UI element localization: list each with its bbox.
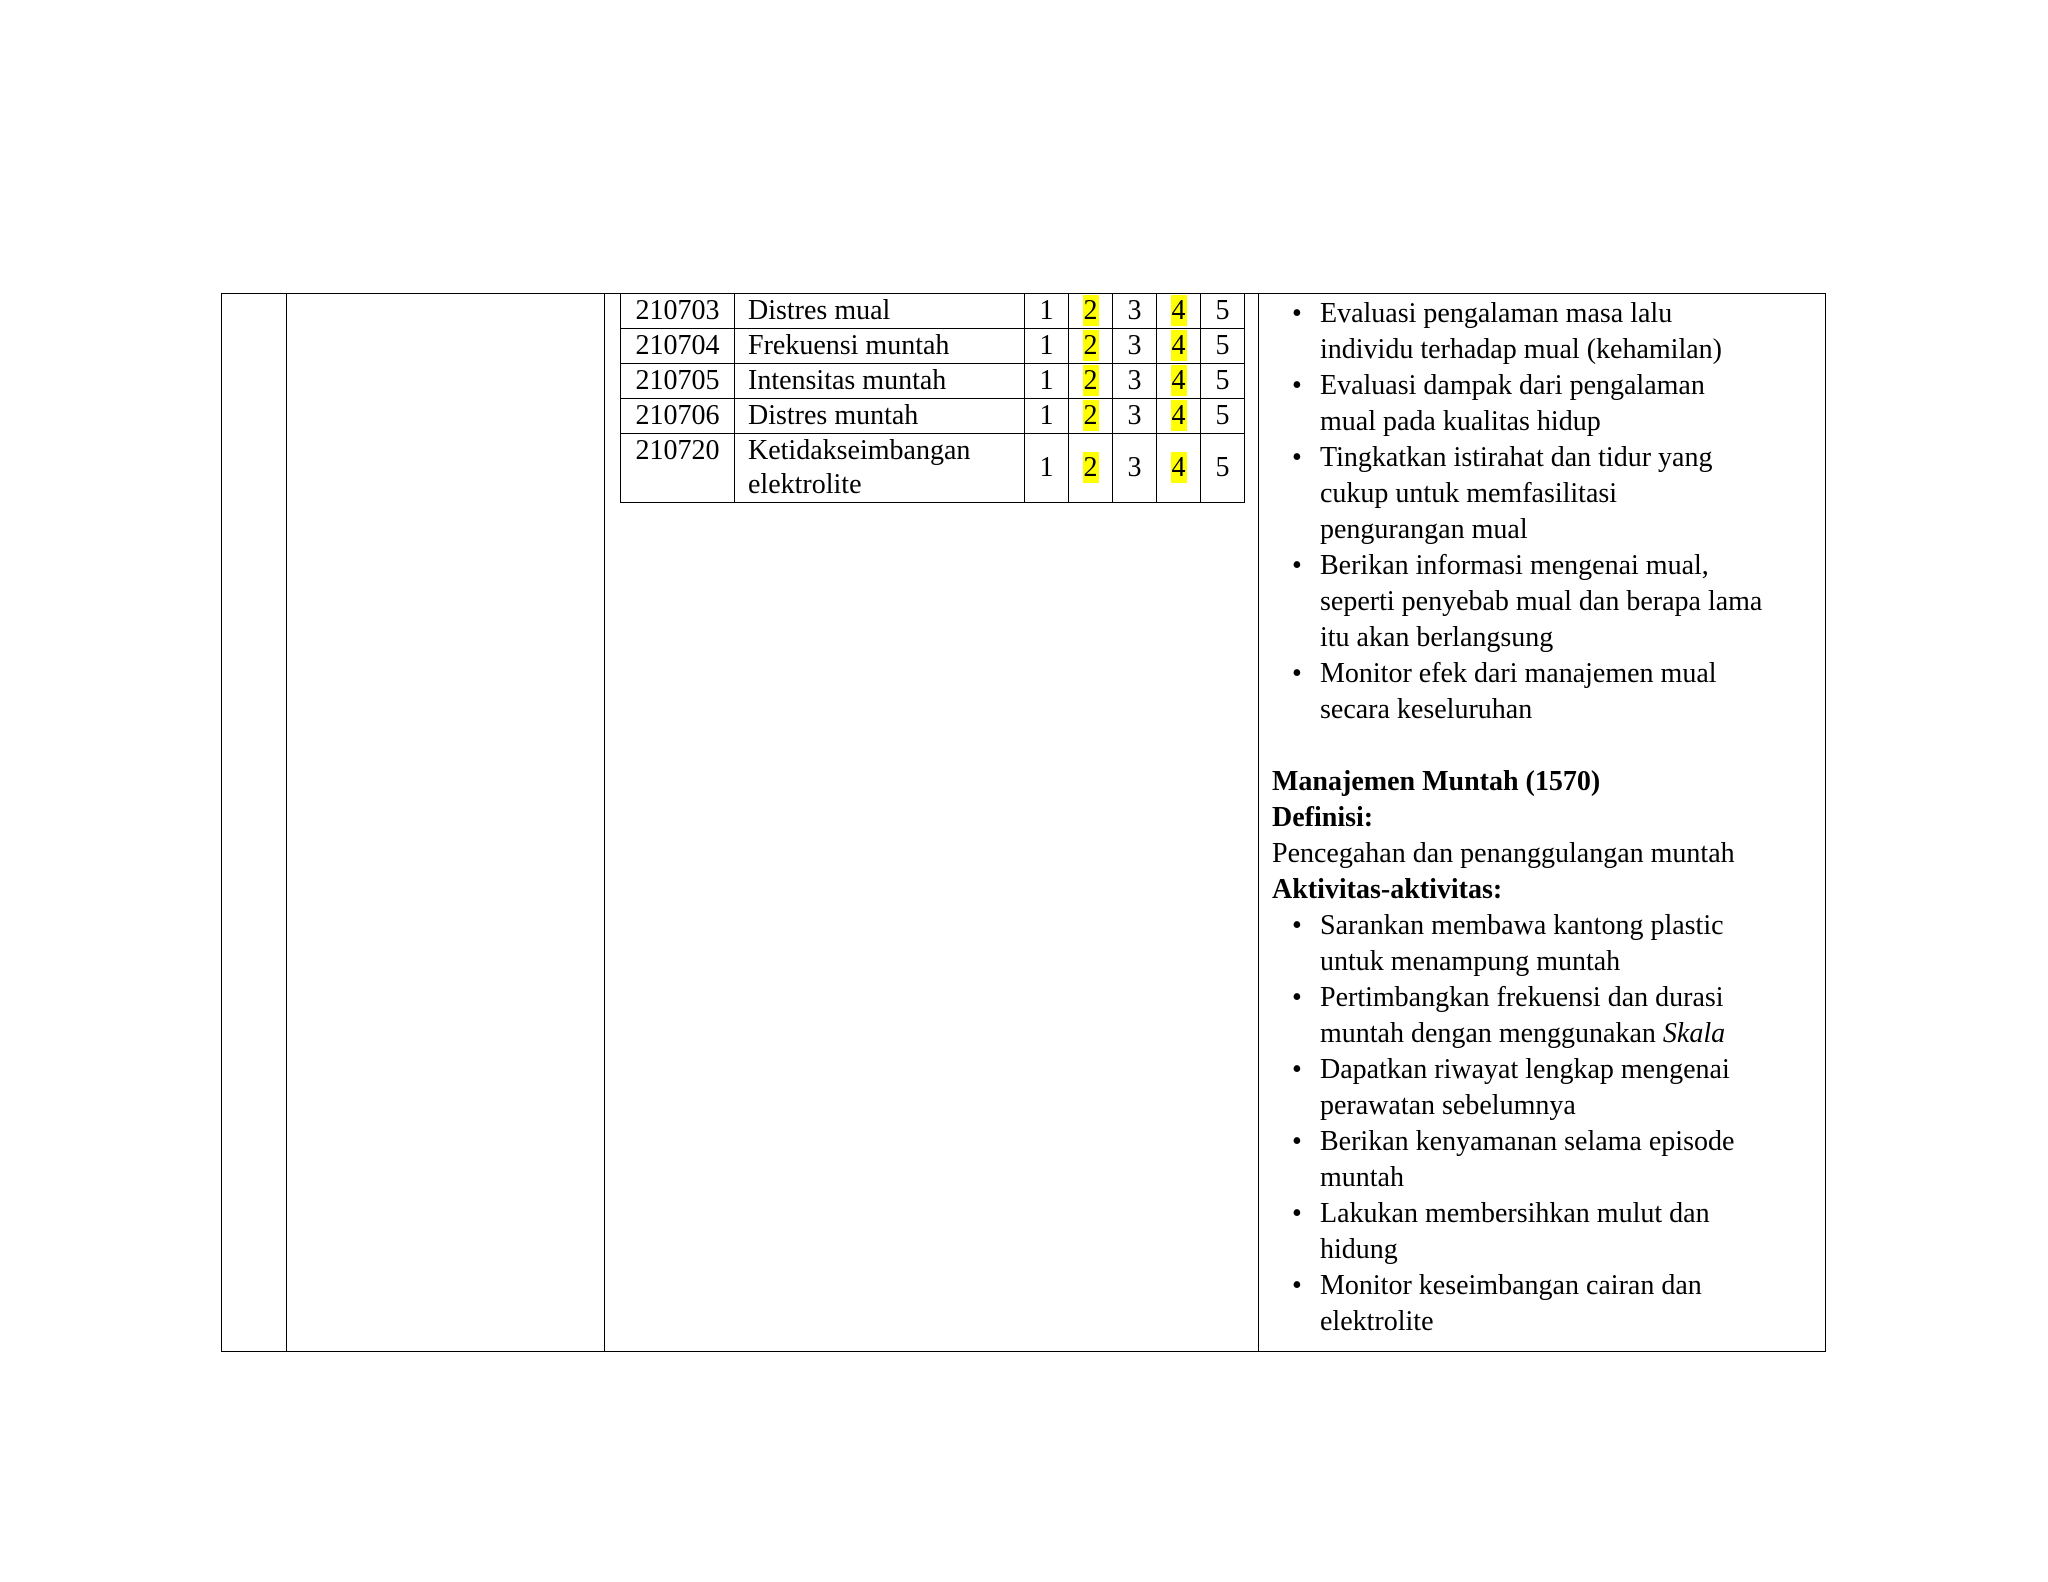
list-item: • Lakukan membersihkan mulut dan hidung (1292, 1198, 1710, 1265)
indicator-code: 210706 (621, 399, 735, 434)
scale-cell: 5 (1201, 364, 1245, 399)
activity-list (1272, 908, 1822, 1340)
scale-cell-highlighted: 2 (1069, 364, 1113, 399)
intervention-list (1272, 296, 1822, 728)
table-row (621, 434, 1245, 503)
bullet-icon: • (1292, 442, 1302, 473)
indicator-code: 210703 (621, 294, 735, 329)
list-item: • Evaluasi dampak dari pengalaman mual pada kualitas hidup (1292, 370, 1705, 437)
bullet-icon: • (1292, 1054, 1302, 1085)
indicator-label: Frekuensi muntah (735, 329, 1025, 364)
indicator-label: Distres mual (735, 294, 1025, 329)
scale-cell: 1 (1025, 329, 1069, 364)
column-divider-3 (1258, 293, 1259, 1352)
scale-cell: 5 (1201, 329, 1245, 364)
scale-cell-highlighted: 4 (1157, 364, 1201, 399)
scale-cell-highlighted: 2 (1069, 294, 1113, 329)
list-item: • Berikan kenyamanan selama episode muntah (1292, 1126, 1735, 1193)
scale-cell: 1 (1025, 364, 1069, 399)
activities-label: Aktivitas-aktivitas: (1272, 874, 1503, 905)
bullet-icon: • (1292, 298, 1302, 329)
bullet-icon: • (1292, 1270, 1302, 1301)
column-divider-2 (604, 293, 605, 1352)
bullet-icon: • (1292, 550, 1302, 581)
section-title: Manajemen Muntah (1570) (1272, 766, 1601, 797)
scale-cell-highlighted: 4 (1157, 294, 1201, 329)
indicator-label: Distres muntah (735, 399, 1025, 434)
list-item: • Berikan informasi mengenai mual, seperti penyebab mual dan berapa lama itu akan berlangsung (1292, 550, 1763, 653)
indicator-label: Intensitas muntah (735, 364, 1025, 399)
scale-cell: 5 (1201, 399, 1245, 434)
list-item: • Evaluasi pengalaman masa lalu individu terhadap mual (kehamilan) (1292, 298, 1722, 365)
scale-cell-highlighted: 2 (1069, 399, 1113, 434)
table-row (621, 294, 1245, 329)
list-item: • Monitor efek dari manajemen mual secara keseluruhan (1292, 658, 1717, 725)
indicator-code: 210720 (621, 434, 735, 503)
scale-cell-highlighted: 4 (1157, 399, 1201, 434)
indicator-label-line: Ketidakseimbangan (748, 435, 971, 466)
bullet-icon: • (1292, 1198, 1302, 1229)
list-item: • Sarankan membawa kantong plastic untuk menampung muntah (1292, 910, 1724, 977)
bullet-icon: • (1292, 658, 1302, 689)
scale-cell: 3 (1113, 329, 1157, 364)
list-item: • Tingkatkan istirahat dan tidur yang cukup untuk memfasilitasi pengurangan mual (1292, 442, 1713, 545)
scale-cell: 5 (1201, 434, 1245, 503)
definition-label: Definisi: (1272, 802, 1374, 833)
table-row (621, 399, 1245, 434)
indicator-label (735, 434, 1025, 503)
table-row (621, 364, 1245, 399)
column-divider-1 (286, 293, 287, 1352)
definition-text: Pencegahan dan penanggulangan muntah (1272, 838, 1735, 869)
scale-cell: 3 (1113, 399, 1157, 434)
bullet-icon: • (1292, 982, 1302, 1013)
spacer (1272, 728, 1822, 764)
scale-cell-highlighted: 4 (1157, 329, 1201, 364)
scale-cell-highlighted: 2 (1069, 329, 1113, 364)
bullet-icon: • (1292, 370, 1302, 401)
bullet-icon: • (1292, 1126, 1302, 1157)
list-item: • Pertimbangkan frekuensi dan durasi muntah dengan menggunakan Skala (1292, 982, 1726, 1049)
table-row (621, 329, 1245, 364)
interventions-column (1272, 296, 1822, 1340)
indicator-label-line: elektrolite (748, 469, 862, 500)
scale-cell-highlighted: 4 (1157, 434, 1201, 503)
scale-cell-highlighted: 2 (1069, 434, 1113, 503)
list-item: • Dapatkan riwayat lengkap mengenai perawatan sebelumnya (1292, 1054, 1730, 1121)
scale-cell: 1 (1025, 399, 1069, 434)
scale-cell: 3 (1113, 294, 1157, 329)
scale-cell: 3 (1113, 364, 1157, 399)
scale-cell: 1 (1025, 434, 1069, 503)
list-item: • Monitor keseimbangan cairan dan elektrolite (1292, 1270, 1702, 1337)
outcome-indicator-table (620, 293, 1245, 503)
indicator-code: 210705 (621, 364, 735, 399)
indicator-code: 210704 (621, 329, 735, 364)
scale-cell: 1 (1025, 294, 1069, 329)
scale-cell: 5 (1201, 294, 1245, 329)
scale-cell: 3 (1113, 434, 1157, 503)
bullet-icon: • (1292, 910, 1302, 941)
